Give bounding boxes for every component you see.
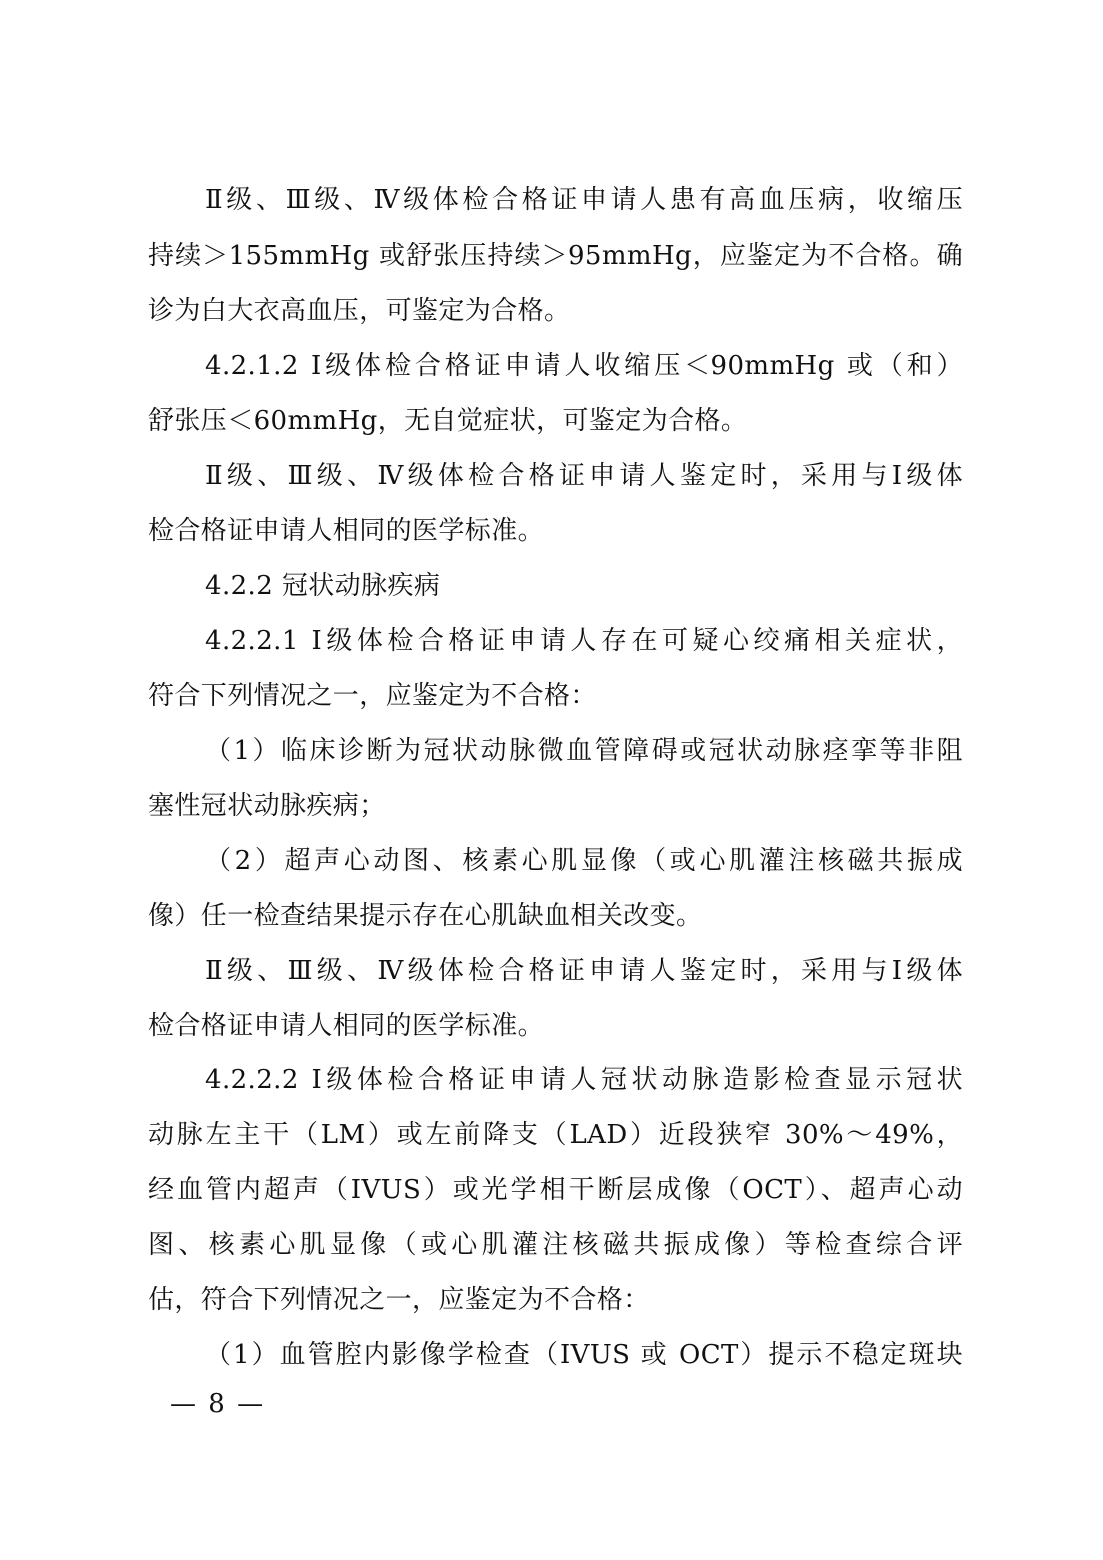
text-line: 检合格证申请人相同的医学标准。 — [148, 516, 545, 546]
text-line: 图、核素心肌显像（或心肌灌注核磁共振成像）等检查综合评 — [148, 1230, 963, 1260]
page-number: — 8 — — [170, 1389, 266, 1419]
text-line: 像）任一检查结果提示存在心肌缺血相关改变。 — [148, 901, 703, 931]
text-line: 动脉左主干（LM）或左前降支（LAD）近段狭窄 30%～49%， — [148, 1120, 963, 1150]
text-line: 4.2.1.2 Ⅰ级体检合格证申请人收缩压＜90mmHg 或（和） — [205, 351, 963, 381]
text-line: 塞性冠状动脉疾病； — [148, 791, 386, 821]
text-line: 4.2.2.2 Ⅰ级体检合格证申请人冠状动脉造影检查显示冠状 — [205, 1065, 963, 1095]
text-line: Ⅱ级、Ⅲ级、Ⅳ级体检合格证申请人患有高血压病，收缩压 — [205, 185, 963, 215]
text-line: 持续＞155mmHg 或舒张压持续＞95mmHg，应鉴定为不合格。确 — [148, 241, 963, 271]
text-line: Ⅱ级、Ⅲ级、Ⅳ级体检合格证申请人鉴定时，采用与Ⅰ级体 — [205, 461, 963, 491]
text-line: 估，符合下列情况之一，应鉴定为不合格： — [148, 1285, 650, 1315]
text-line: 诊为白大衣高血压，可鉴定为合格。 — [148, 296, 571, 326]
list-item: （1）血管腔内影像学检查（IVUS 或 OCT）提示不稳定斑块 — [205, 1340, 963, 1370]
text-line: 符合下列情况之一，应鉴定为不合格： — [148, 681, 597, 711]
text-line: 检合格证申请人相同的医学标准。 — [148, 1011, 545, 1041]
text-line: Ⅱ级、Ⅲ级、Ⅳ级体检合格证申请人鉴定时，采用与Ⅰ级体 — [205, 956, 963, 986]
section-heading: 4.2.2 冠状动脉疾病 — [205, 571, 441, 601]
list-item: （1）临床诊断为冠状动脉微血管障碍或冠状动脉痉挛等非阻 — [205, 736, 963, 766]
list-item: （2）超声心动图、核素心肌显像（或心肌灌注核磁共振成 — [205, 846, 963, 876]
text-line: 舒张压＜60mmHg，无自觉症状，可鉴定为合格。 — [148, 406, 748, 436]
text-line: 经血管内超声（IVUS）或光学相干断层成像（OCT）、超声心动 — [148, 1175, 963, 1205]
text-line: 4.2.2.1 Ⅰ级体检合格证申请人存在可疑心绞痛相关症状， — [205, 626, 963, 656]
